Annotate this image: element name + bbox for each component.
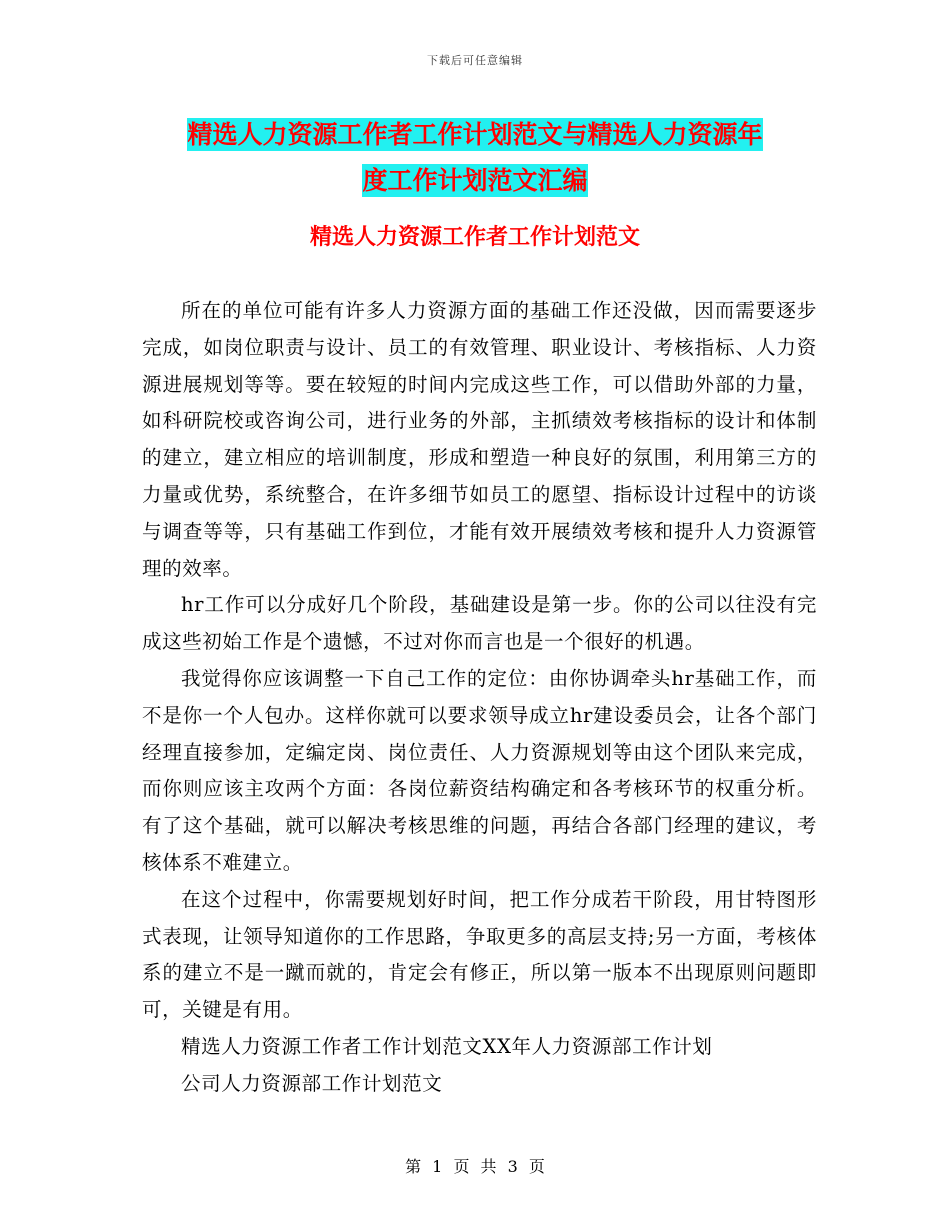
paragraph-4: 在这个过程中，你需要规划好时间，把工作分成若干阶段，用甘特图形式表现，让领导知道你的工作思路，争取更多的高层支持;另一方面，考核体系的建立不是一蹴而就的，肯定会有修正，所以第一版本不出现原则问题即可，关键是有用。 [142,887,817,1022]
title-highlight-1: 精选人力资源工作者工作计划范文与精选人力资源年 [187,120,763,149]
paragraph-3: 我觉得你应该调整一下自己工作的定位：由你协调牵头hr基础工作，而不是你一个人包办。这样你就可以要求领导成立hr建设委员会，让各个部门经理直接参加，定编定岗、岗位责任、人力资源规划等由这个团队来完成，而你则应该主攻两个方面：各岗位薪资结构确定和各考核环节的权重分析。有了这个基础，就可以解决考核思维的问题，再结合各部门经理的建议，考核体系不难建立。 [142,666,817,874]
body-text [142,293,817,1103]
document-title-line-1 [0,112,950,158]
document-title-line-2 [0,158,950,204]
title-highlight-2: 度工作计划范文汇编 [362,166,588,195]
page-footer: 第 1 页 共 3 页 [405,1157,545,1176]
document-title [0,112,950,204]
paragraph-2: hr工作可以分成好几个阶段，基础建设是第一步。你的公司以往没有完成这些初始工作是个遗憾，不过对你而言也是一个很好的机遇。 [142,593,817,654]
header-note: 下载后可任意编辑 [427,54,523,67]
paragraph-6: 公司人力资源部工作计划范文 [181,1071,443,1095]
section-title: 精选人力资源工作者工作计划范文 [309,224,640,250]
paragraph-1: 所在的单位可能有许多人力资源方面的基础工作还没做，因而需要逐步完成，如岗位职责与设计、员工的有效管理、职业设计、考核指标、人力资源进展规划等等。要在较短的时间内完成这些工作，可以借助外部的力量，如科研院校或咨询公司，进行业务的外部，主抓绩效考核指标的设计和体制的建立，建立相应的培训制度，形成和塑造一种良好的氛围，利用第三方的力量或优势，系统整合，在许多细节如员工的愿望、指标设计过程中的访谈与调查等等，只有基础工作到位，才能有效开展绩效考核和提升人力资源管理的效率。 [142,299,817,580]
paragraph-5: 精选人力资源工作者工作计划范文XX年人力资源部工作计划 [181,1034,713,1058]
